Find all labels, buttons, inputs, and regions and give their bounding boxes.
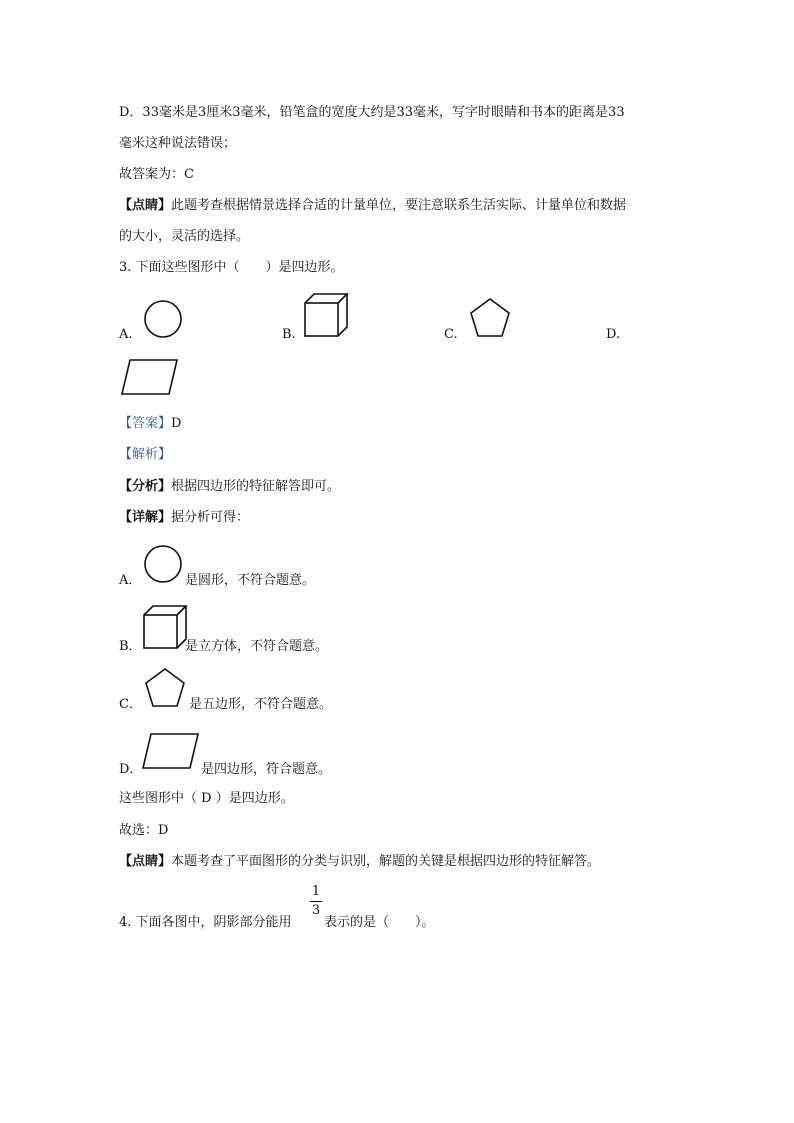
prev-comment xyxy=(119,196,626,216)
option-b-label: B. xyxy=(282,327,296,342)
question-4-prefix: 4. 下面各图中，阴影部分能用 xyxy=(119,915,292,930)
cube-icon xyxy=(304,293,350,339)
detail-text: 据分析可得： xyxy=(171,510,250,525)
option-a-label: A. xyxy=(119,327,133,342)
prev-option-d-line1: D．33毫米是3厘米3毫米，铅笔盒的宽度大约是33毫米，写字时眼睛和书本的距离是33 xyxy=(119,105,625,120)
comment-tag: 【点睛】 xyxy=(119,198,172,213)
detail-line xyxy=(119,508,249,528)
fenxi-line xyxy=(119,477,340,497)
detail-a-text: 是圆形，不符合题意。 xyxy=(185,573,316,588)
pentagon-icon xyxy=(145,668,187,710)
prev-answer: 故答案为：C xyxy=(119,167,194,182)
pentagon-icon xyxy=(470,298,512,340)
cube-icon xyxy=(143,605,189,651)
fraction xyxy=(310,884,322,919)
answer-value: D xyxy=(171,416,182,431)
detail-d-text: 是四边形，符合题意。 xyxy=(201,762,332,777)
answer-tag: 【答案】 xyxy=(119,416,172,431)
prev-option-d-line2: 毫米这种说法错误； xyxy=(119,136,237,151)
comment-text: 此题考查根据情景选择合适的计量单位，要注意联系生活实际、计量单位和数据 xyxy=(171,198,627,213)
answer-line xyxy=(119,414,181,434)
fraction-numerator: 1 xyxy=(311,884,321,899)
detail-b-label: B． xyxy=(119,639,142,654)
question-3: 3. 下面这些图形中（ ）是四边形。 xyxy=(119,260,344,275)
choose-line: 故选：D xyxy=(119,823,169,838)
detail-c-label: C． xyxy=(119,697,142,712)
option-c-label: C. xyxy=(444,327,458,342)
fraction-denominator: 3 xyxy=(311,903,321,918)
detail-tag: 【详解】 xyxy=(119,510,172,525)
conclusion: 这些图形中（ D ）是四边形。 xyxy=(119,791,294,806)
fenxi-text: 根据四边形的特征解答即可。 xyxy=(171,479,341,494)
detail-d-label: D． xyxy=(119,762,143,777)
circle-icon xyxy=(144,545,184,585)
prev-comment-line2: 的大小，灵活的选择。 xyxy=(119,229,250,244)
question-4-suffix: 表示的是（ ）。 xyxy=(324,915,435,930)
fraction-bar xyxy=(310,901,322,902)
detail-b-text: 是立方体，不符合题意。 xyxy=(185,639,329,654)
detail-a-label: A． xyxy=(119,573,142,588)
detail-c-text: 是五边形，不符合题意。 xyxy=(189,697,333,712)
circle-icon xyxy=(144,300,184,340)
fenxi-tag: 【分析】 xyxy=(119,479,172,494)
q3-comment xyxy=(119,852,600,872)
comment-tag: 【点睛】 xyxy=(119,854,172,869)
parallelogram-icon xyxy=(121,359,179,397)
analysis-tag: 【解析】 xyxy=(119,447,172,462)
option-d-label: D. xyxy=(606,327,621,342)
comment-text: 本题考查了平面图形的分类与识别，解题的关键是根据四边形的特征解答。 xyxy=(171,854,601,869)
parallelogram-icon xyxy=(142,733,200,771)
